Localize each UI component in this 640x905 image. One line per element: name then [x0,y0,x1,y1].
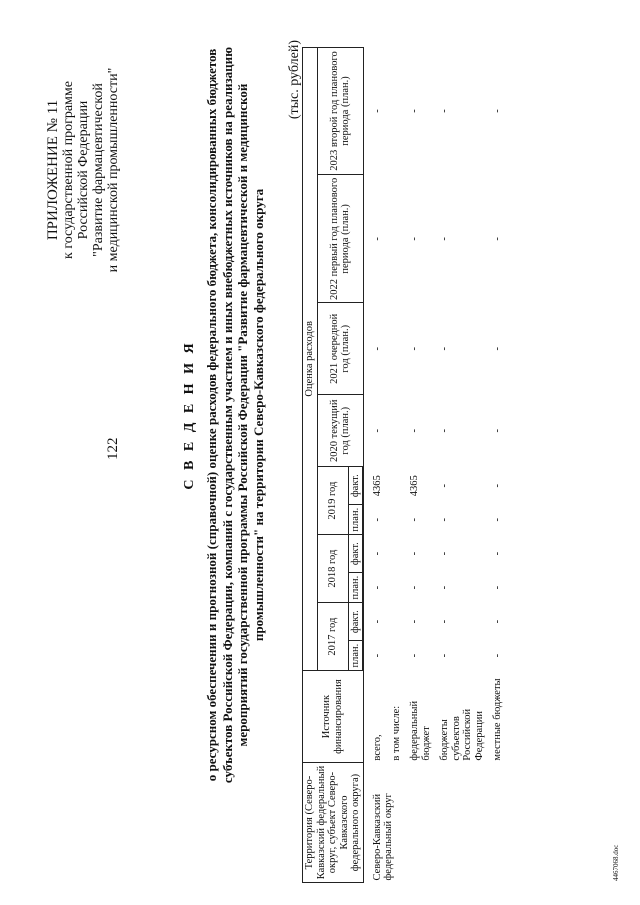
value-cell: - [409,653,420,658]
value-cell: - [439,653,450,658]
value-cell: - [409,237,420,241]
appendix-line: "Развитие фармацевтической [91,83,106,257]
appendix-line: Российской Федерации [76,100,91,240]
table-row [403,18,433,883]
header-year-2021: 2021 очередной год (план.) [317,303,363,395]
value-cell: - [409,109,420,113]
header-fact: факт. [348,603,363,641]
value-cell: - [372,551,383,556]
header-territory: Территория (Северо-Кавказский федеральный округ, субъект Северо-Кавказского федерального округа) [303,763,364,883]
appendix-number: ПРИЛОЖЕНИЕ № 11 [45,99,61,241]
source-cell: в том числе: [390,705,402,761]
appendix-line: к государственной программе [61,81,76,259]
table-row [363,18,385,883]
footer-code: 4467068.doc [612,844,620,881]
header-plan: план. [348,505,363,535]
value-cell: - [372,517,383,522]
appendix-line: и медицинской промышленности" [106,67,121,273]
value-cell: - [492,237,503,241]
value-cell: - [492,483,503,488]
value-cell: - [439,517,450,522]
header-year-2020: 2020 текущий год (план.) [317,395,363,467]
value-cell: - [409,517,420,522]
header-fact: факт. [348,467,363,505]
source-cell: всего, [371,734,383,761]
value-cell: - [492,585,503,590]
value-cell: - [409,619,420,624]
value-cell: - [439,551,450,556]
unit-label: (тыс. рублей) [287,40,302,120]
value-cell: - [372,585,383,590]
value-cell: - [492,347,503,351]
value-cell: 4365 [409,475,420,497]
header-year-2017: 2017 год [317,603,348,671]
source-cell: бюджеты субъектов Российской Федерации [439,708,485,761]
page-number: 122 [105,437,121,460]
value-cell: - [492,428,503,433]
value-cell: - [372,653,383,658]
header-year-2018: 2018 год [317,535,348,603]
source-cell: федеральный бюджет [409,700,432,761]
value-cell: - [439,237,450,241]
document-subtitle: о ресурсном обеспечении и прогнозной (справочной) оценке расходов федерального бюджета, консолидированных бюджетов субъектов Российской Федерации, компаний с государственным участием и иных внебюджетных источников на реализацию мероприятий государственной программы Российской Федерации "Развитие фармацевтической и медицинской промышленности" на территории Северо-Кавказского федерального округа [204,46,266,784]
value-cell: - [439,585,450,590]
value-cell: 4365 [372,475,383,497]
territory-cell: Северо-Кавказский федеральный округ [371,793,394,881]
value-cell: - [439,109,450,113]
document-title: С В Е Д Е Н И Я [182,340,197,490]
value-cell: - [492,653,503,658]
value-cell: - [409,347,420,351]
header-year-2019: 2019 год [317,467,348,535]
resources-table [302,18,505,883]
header-source: Источник финансирования [303,671,364,763]
value-cell: - [372,619,383,624]
header-fact: факт. [348,535,363,573]
value-cell: - [371,347,383,351]
value-cell: - [409,551,420,556]
value-cell: - [439,483,450,488]
table-row [433,18,486,883]
value-cell: - [492,551,503,556]
value-cell: - [492,517,503,522]
value-cell: - [439,619,450,624]
value-cell: - [439,347,450,351]
value-cell: - [409,428,420,433]
appendix-block [46,30,121,310]
header-plan: план. [348,641,363,671]
value-cell: - [439,428,450,433]
value-cell: - [371,109,383,113]
value-cell: - [492,619,503,624]
source-cell: местные бюджеты [492,678,503,761]
header-year-2022: 2022 первый год планового периода (план.) [317,175,363,303]
value-cell: - [371,428,383,433]
header-plan: план. [348,573,363,603]
header-year-2023: 2023 второй год планового периода (план.) [317,47,363,175]
header-group: Оценка расходов [303,47,318,671]
value-cell: - [371,237,383,241]
value-cell: - [492,109,503,113]
table-row [385,18,404,883]
value-cell: - [409,585,420,590]
table-row [486,18,505,883]
